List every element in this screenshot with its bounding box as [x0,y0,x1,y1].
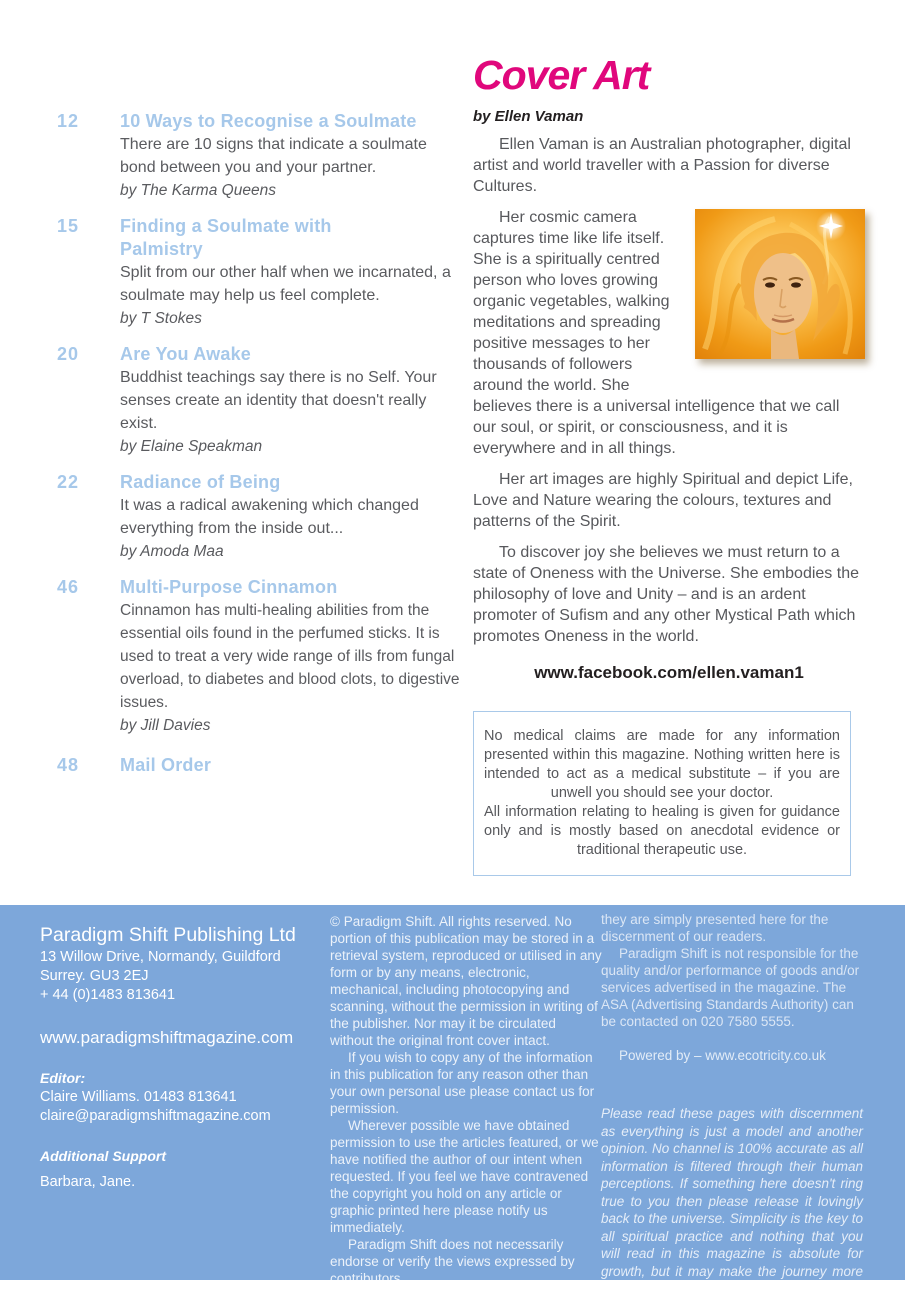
toc-title[interactable]: Finding a Soulmate with Palmistry [120,216,332,259]
toc-byline: by Amoda Maa [120,543,224,560]
editor-email-link[interactable]: claire@paradigmshiftmagazine.com [40,1108,271,1124]
toc-title[interactable]: Mail Order [120,755,212,775]
toc-page-number: 22 [57,472,80,492]
toc-title[interactable]: Radiance of Being [120,472,281,492]
toc-page-number: 20 [57,344,80,364]
toc-byline: by Elaine Speakman [120,438,263,455]
toc-item-cinnamon [57,576,461,737]
publisher-phone: + 44 (0)1483 813641 [40,987,176,1003]
publisher-website-link[interactable]: www.paradigmshiftmagazine.com [40,1028,294,1047]
notices-column [601,911,863,1298]
toc-title[interactable]: Are You Awake [120,344,251,364]
toc-byline: by T Stokes [120,310,202,327]
notice-paragraph: they are simply presented here for the discernment of our readers. [601,912,829,944]
publisher-info-column [40,923,318,1192]
toc-page-number: 12 [57,111,80,131]
article-paragraph: Her cosmic camera captures time like life itself. She is a spiritually centred person who loves growing organic vegetables, walking meditations and spreading positive messages to her thousands of followers around the world. She believes there is a universal intelligence that we call our soul, or spirit, or consciousness, and it is everywhere and in all things. [473,209,840,457]
toc-item-mail-order [57,754,461,777]
cover-artist-portrait [695,209,865,359]
disclaimer-paragraph: All information relating to healing is given for guidance only and is mostly based on anecdotal evidence or traditional therapeutic use. [484,804,840,858]
toc-page-number: 48 [57,755,80,775]
toc-description: It was a radical awakening which changed everything from the inside out... [120,497,419,537]
copyright-paragraph: Wherever possible we have obtained permission to use the articles featured, or we have notified the author of our intent when requested. If you feel we have contravened the copyright you hold on any article or graphic printed here please notify us immediately. [330,1118,599,1235]
article-byline: by Ellen Vaman [473,108,584,125]
publisher-address-line2: Surrey. GU3 2EJ [40,968,149,984]
article-title: Cover Art [473,52,650,98]
medical-disclaimer-box [473,711,851,876]
additional-support-names: Barbara, Jane. [40,1174,136,1190]
page-footer [0,905,905,1296]
publisher-address-line1: 13 Willow Drive, Normandy, Guildford [40,949,281,965]
toc-item-palmistry [57,215,461,330]
toc-title[interactable]: Multi-Purpose Cinnamon [120,577,338,597]
editor-label: Editor: [40,1070,86,1086]
facebook-link[interactable]: www.facebook.com/ellen.vaman1 [534,663,804,682]
disclaimer-paragraph: No medical claims are made for any information presented within this magazine. Nothing written here is intended to act as a medical substitute – if you are unwell you should see your doctor. [484,728,840,801]
toc-byline: by Jill Davies [120,717,211,734]
cover-art-article [473,52,865,876]
notice-paragraph: Paradigm Shift is not responsible for the quality and/or performance of goods and/or services advertised in the magazine. The ASA (Advertising Standards Authority) can be contacted on 020 7580 5555. [601,946,860,1029]
toc-item-awake [57,343,461,458]
article-paragraph: To discover joy she believes we must return to a state of Oneness with the Universe. She embodies the philosophy of love and Unity – and is an ardent promoter of Sufism and any other Mystical Path which promotes Oneness in the world. [473,544,859,645]
article-paragraph: Her art images are highly Spiritual and depict Life, Love and Nature wearing the colours, textures and patterns of the Spirit. [473,471,853,530]
copyright-paragraph: Paradigm Shift does not necessarily endorse or verify the views expressed by contributors, [330,1237,575,1286]
article-paragraph: Ellen Vaman is an Australian photographer, digital artist and world traveller with a Passion for diverse Cultures. [473,136,851,195]
copyright-paragraph: If you wish to copy any of the information in this publication for any reason other than your own personal use please contact us for permission. [330,1050,595,1116]
toc-item-radiance [57,471,461,563]
copyright-column [330,913,602,1287]
toc-description: Buddhist teachings say there is no Self. Your senses create an identity that doesn't really exist. [120,369,437,432]
toc-byline: by The Karma Queens [120,182,276,199]
publisher-name: Paradigm Shift Publishing Ltd [40,924,296,946]
copyright-paragraph: © Paradigm Shift. All rights reserved. No portion of this publication may be stored in a retrieval system, reproduced or utilised in any form or by any means, electronic, mechanical, including photocopying and scanning, without the permission in writing of the publisher. Nor may it be circulated without the original front cover intact. [330,914,602,1048]
powered-by-text: Powered by – www.ecotricity.co.uk [619,1048,826,1063]
editor-contact: Claire Williams. 01483 813641 [40,1089,237,1105]
discernment-note: Please read these pages with discernment as everything is just a model and another opinion. No channel is 100% accurate as all information is filtered through their human perceptions. If something here doesn't ring true to you then please release it lovingly back to the universe. Simplicity is the key to all spiritual practice and nothing that you will read in this magazine is absolute for growth, but it may make the journey more fun. [601,1106,863,1296]
toc-description: Cinnamon has multi-healing abilities from the essential oils found in the perfumed sticks. It is used to treat a very wide range of ills from fungal overload, to diabetes and blood clots, to digestive issues. [120,602,460,711]
toc-page-number: 15 [57,216,80,236]
toc-page-number: 46 [57,577,80,597]
table-of-contents [57,110,461,790]
toc-description: There are 10 signs that indicate a soulmate bond between you and your partner. [120,136,427,176]
additional-support-label: Additional Support [40,1148,166,1164]
toc-item-soulmate [57,110,461,202]
toc-description: Split from our other half when we incarnated, a soulmate may help us feel complete. [120,264,451,304]
toc-title[interactable]: 10 Ways to Recognise a Soulmate [120,111,417,131]
